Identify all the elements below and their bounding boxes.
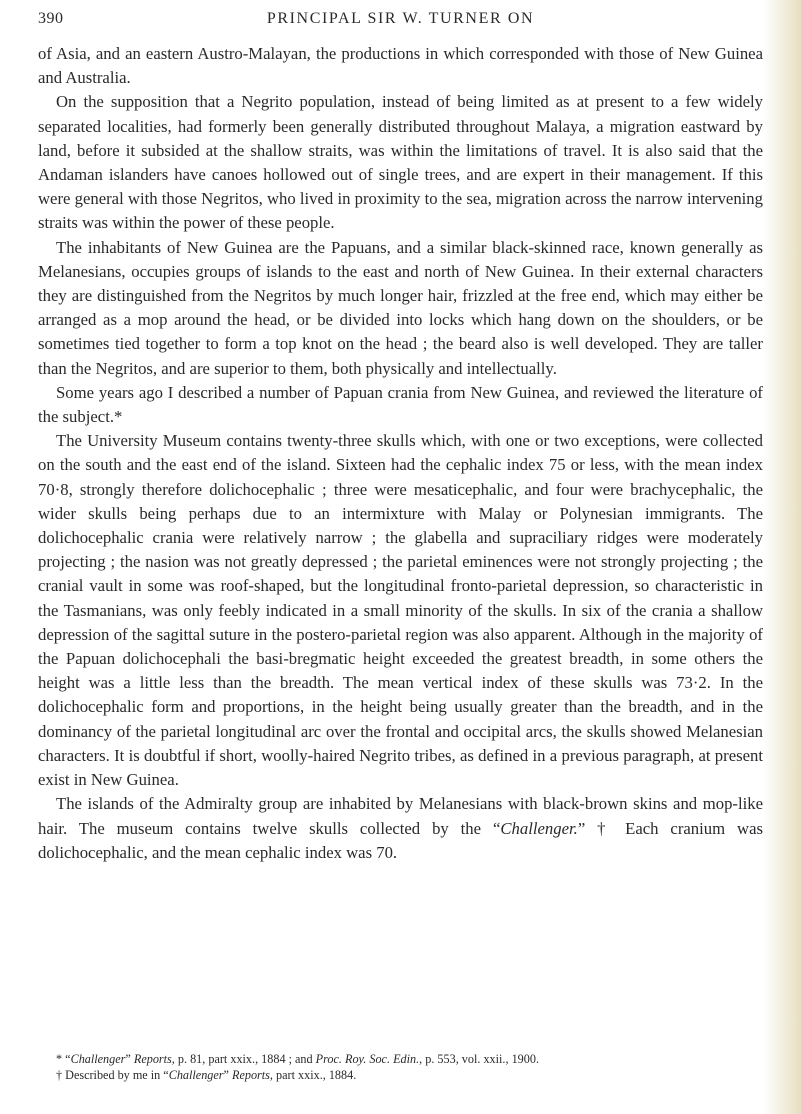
paragraph-4: Some years ago I described a number of Papuan crania from New Guinea, and reviewed the literature of the subject.*	[38, 382, 763, 427]
page-number: 390	[38, 10, 64, 27]
footnote-1-mid-2: p. 81, part xxix., 1884 ; and	[174, 1052, 316, 1066]
footnote-2-italic-2: Reports,	[232, 1068, 273, 1082]
paragraph-2: On the supposition that a Negrito population, instead of being limited as at present to a few widely separated localities, had formerly been generally distributed throughout Malaya, a migration eastward by land, before it subsided at the shallow straits, was within the limitations of travel. It is also said that the Andaman islanders have canoes hollowed out of single trees, and are expert in their management. If this were general with those Negritos, who lived in proximity to the sea, migration across the narrow intervening straits was within the power of these people.	[38, 92, 763, 233]
footnote-2-mark: † Described by me in “	[56, 1068, 169, 1082]
page-edge-shadow	[763, 0, 801, 1114]
body-text	[38, 42, 763, 865]
open-quote: “	[492, 818, 501, 838]
footnote-2-italic-1: Challenger	[168, 1068, 224, 1082]
challenger-italic: Challenger.	[500, 818, 578, 838]
paragraph-6-text: The islands of the Admiralty group are inhabited by Melanesians with black-brown skins and mop-like hair. The museum contains twelve skulls collected by the	[38, 794, 763, 838]
footnote-1	[38, 1051, 763, 1067]
footnote-1-mid-1: ”	[125, 1052, 134, 1066]
footnote-1-italic-1: Challenger	[70, 1052, 126, 1066]
footnote-1-mark: * “	[56, 1052, 71, 1066]
footnote-2	[38, 1067, 763, 1083]
footnotes	[38, 1051, 763, 1083]
paragraph-3: The inhabitants of New Guinea are the Papuans, and a similar black-skinned race, known generally as Melanesians, occupies groups of islands to the east and north of New Guinea. In their external characters they are distinguished from the Negritos by much longer hair, frizzled at the free end, which may either be arranged as a mop around the head, or be divided into locks which hang down on the shoulders, or be sometimes tied together to form a top knot on the head ; the beard also is well developed. They are taller than the Negritos, and are superior to them, both physically and intellectually.	[38, 237, 763, 378]
paragraph-6-end: Each cranium was dolichocephalic, and the mean cephalic index was 70.	[38, 818, 763, 862]
footnote-2-mid-1: ”	[223, 1068, 233, 1082]
footnote-1-rest: p. 553, vol. xxii., 1900.	[422, 1052, 539, 1066]
footnote-1-italic-3: Proc. Roy. Soc. Edin.,	[315, 1052, 423, 1066]
footnote-2-rest: part xxix., 1884.	[272, 1068, 357, 1082]
paragraph-5: The University Museum contains twenty-three skulls which, with one or two exceptions, were collected on the south and the east end of the island. Sixteen had the cephalic index 75 or less, with the mean index 70·8, strongly therefore dolichocephalic ; three were mesaticephalic, and four were brachycephalic, the wider skulls being perhaps due to an intermixture with Malay or Polynesian immigrants. The dolichocephalic crania were relatively narrow ; the glabella and supraciliary ridges were moderately projecting ; the nasion was not greatly depressed ; the parietal eminences were not strongly projecting ; the cranial vault in some was roof-shaped, but the longitudinal fronto-parietal depression, so characteristic in the Tasmanians, was only feebly indicated in a small minority of the skulls. In six of the crania a shallow depression of the sagittal suture in the postero-parietal region was also apparent. Although in the majority of the Papuan dolichocephali the basi-bregmatic height exceeded the greatest breadth, in some others the height was a little less than the breadth. The mean vertical index of these skulls was 73·2. In the dolichocephalic form and proportions, in the height being usually greater than the breadth, and in the dominancy of the parietal longitudinal arc over the frontal and occipital arcs, the skulls showed Melanesian characters. It is doubtful if short, woolly-haired Negrito tribes, as defined in a previous paragraph, at present exist in New Guinea.	[38, 431, 763, 790]
close-mark: ” †	[577, 818, 614, 838]
paragraph-1: of Asia, and an eastern Austro-Malayan, the productions in which corresponded with those of New Guinea and Australia.	[38, 44, 763, 88]
running-head: PRINCIPAL SIR W. TURNER ON	[266, 10, 535, 27]
page-header	[38, 8, 763, 32]
footnote-1-italic-2: Reports,	[133, 1052, 175, 1066]
paragraph-6	[38, 792, 763, 865]
